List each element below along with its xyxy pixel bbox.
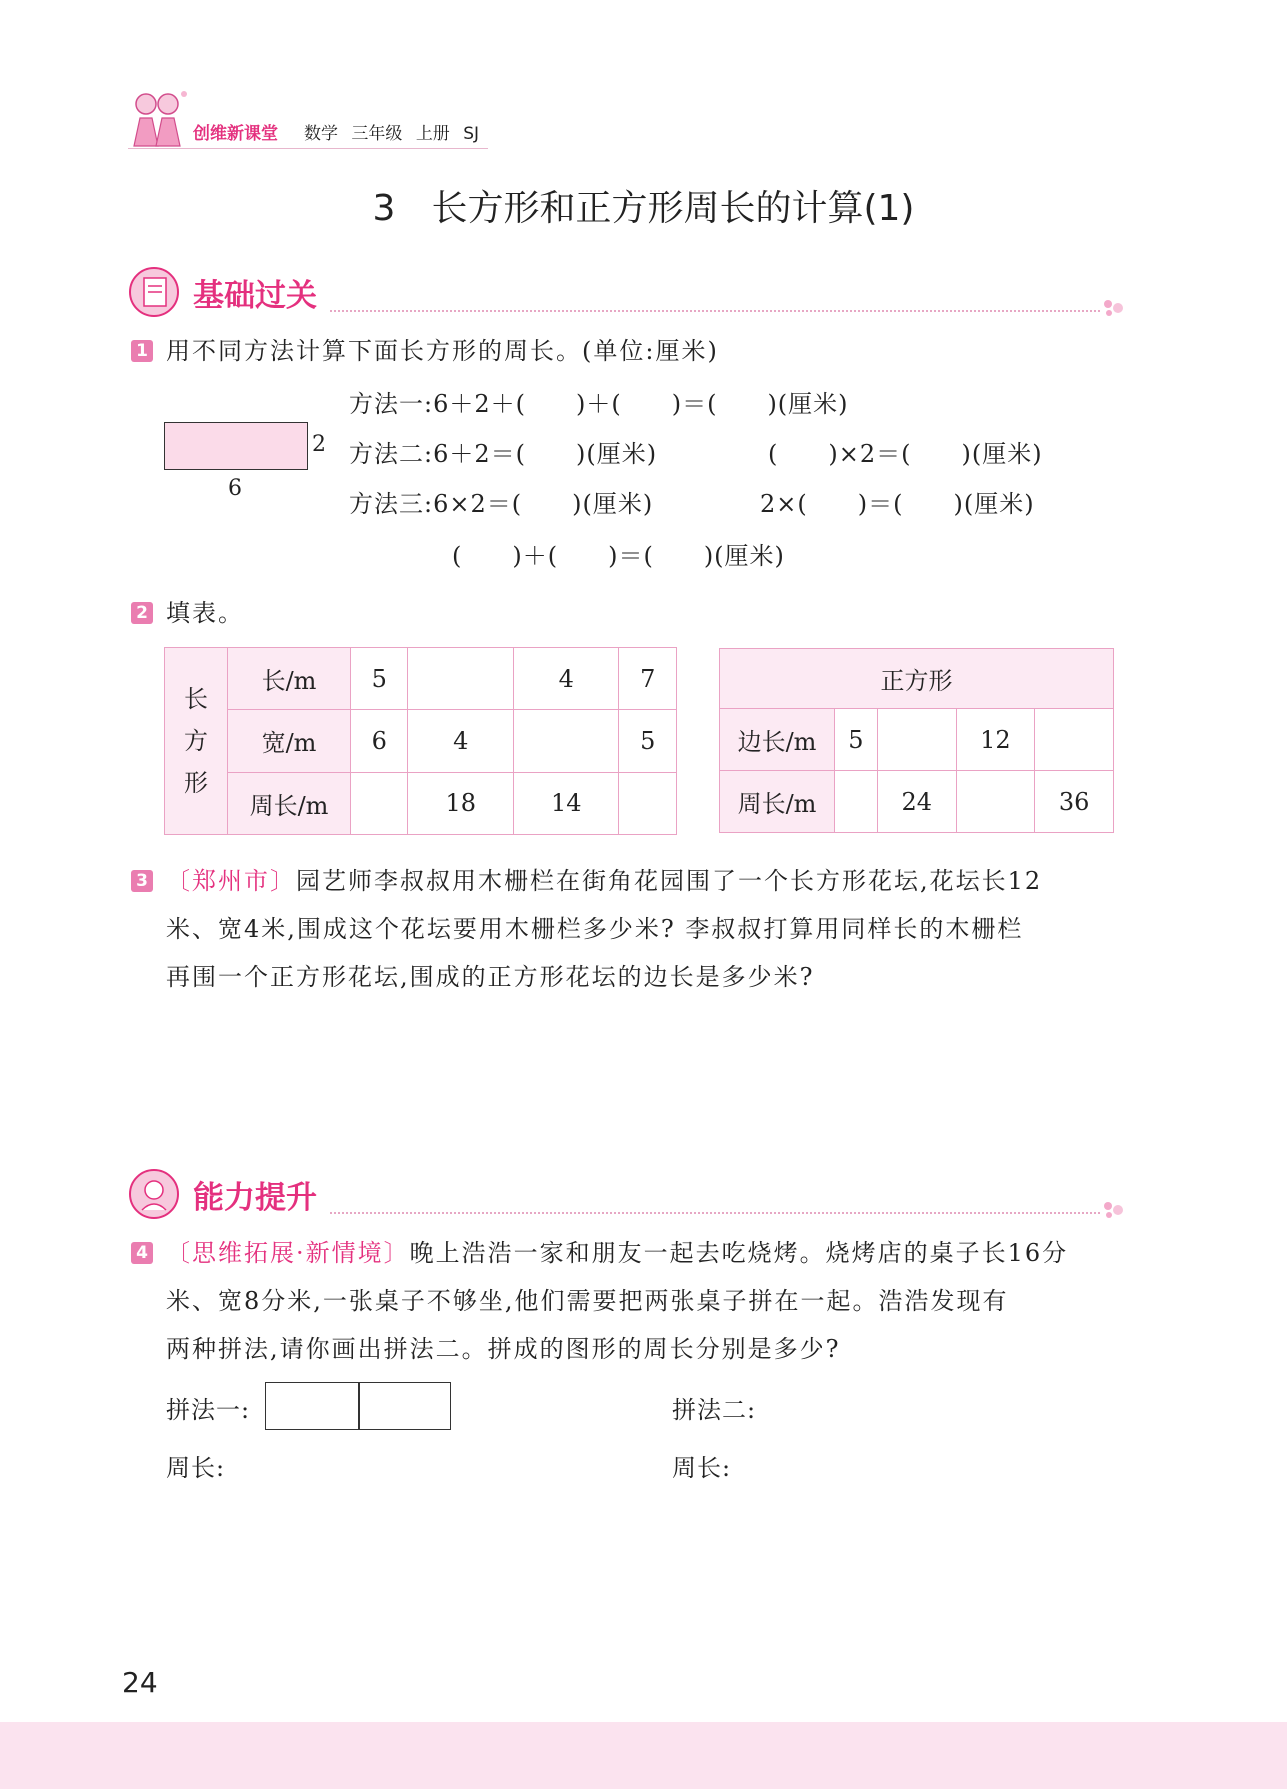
header-logo-icon — [126, 88, 190, 150]
q1-rect-width-label: 2 — [312, 432, 327, 457]
section-advanced-icon — [128, 1168, 180, 1220]
page-title: 3 长方形和正方形周长的计算(1) — [372, 188, 915, 229]
q3-line1 — [166, 857, 1042, 905]
page-number: 24 — [122, 1666, 158, 1699]
q1-text: 用不同方法计算下面长方形的周长。(单位:厘米) — [166, 337, 719, 365]
section-basic-icon — [128, 266, 180, 318]
table-cell: 36 — [1035, 771, 1114, 833]
table-cell — [351, 772, 408, 834]
row-label: 长/m — [228, 648, 351, 710]
table-cell: 5 — [351, 648, 408, 710]
table-cell: 12 — [956, 709, 1035, 771]
table-cell: 24 — [877, 771, 956, 833]
table-cell — [956, 771, 1035, 833]
q1-rect-length-label: 6 — [228, 476, 243, 501]
q4-number-badge: 4 — [131, 1242, 153, 1264]
table-cell — [619, 772, 677, 834]
q1-method1: 方法一:6＋2＋( )＋( )＝( )(厘米) — [349, 390, 849, 418]
q1-number-badge: 1 — [131, 340, 153, 362]
section-dots-icon — [1102, 298, 1128, 320]
rect-side-label — [165, 648, 228, 835]
q4-method1-figure — [265, 1382, 451, 1430]
row-label: 宽/m — [228, 710, 351, 772]
q4-perimeter2-label: 周长: — [672, 1454, 732, 1482]
q4-table-divider — [358, 1383, 360, 1429]
q4-method1-label: 拼法一: — [166, 1396, 251, 1424]
row-label: 周长/m — [720, 771, 835, 833]
q1-rectangle-figure — [164, 422, 308, 470]
table-cell — [877, 709, 956, 771]
table-cell — [835, 771, 878, 833]
table-cell: 14 — [513, 772, 619, 834]
section-dots-icon — [1102, 1200, 1128, 1222]
q3-line3: 再围一个正方形花坛,围成的正方形花坛的边长是多少米? — [166, 963, 815, 991]
rect-side-char: 形 — [184, 769, 208, 797]
q3-line2: 米、宽4米,围成这个花坛要用木栅栏多少米? 李叔叔打算用同样长的木栅栏 — [166, 915, 1024, 943]
q3-region-tag: 〔郑州市〕 — [166, 867, 296, 895]
q3-number-badge: 3 — [131, 870, 153, 892]
q4-text-line: 晚上浩浩一家和朋友一起去吃烧烤。烧烤店的桌子长16分 — [409, 1239, 1069, 1267]
table-cell: 18 — [408, 772, 514, 834]
section-advanced-divider — [330, 1212, 1100, 1214]
header-divider — [128, 148, 488, 149]
q4-line2: 米、宽8分米,一张桌子不够坐,他们需要把两张桌子拼在一起。浩浩发现有 — [166, 1287, 1009, 1315]
table-cell: 4 — [408, 710, 514, 772]
q4-category-tag: 〔思维拓展·新情境〕 — [166, 1239, 410, 1267]
rect-side-char: 方 — [184, 727, 208, 755]
q4-line1 — [166, 1229, 1068, 1277]
table-cell: 6 — [351, 710, 408, 772]
section-basic-title: 基础过关 — [193, 278, 317, 314]
header-grade: 三年级 — [351, 124, 403, 144]
q1-method3a: 方法三:6×2＝( )(厘米) — [349, 490, 654, 518]
rect-side-char: 长 — [184, 685, 208, 713]
header-volume: 上册 — [415, 124, 450, 144]
rectangle-table — [164, 647, 677, 835]
q4-method2-label: 拼法二: — [672, 1396, 757, 1424]
q3-text-line: 园艺师李叔叔用木栅栏在街角花园围了一个长方形花坛,花坛长12 — [296, 867, 1043, 895]
q1-method2a: 方法二:6＋2＝( )(厘米) — [349, 440, 658, 468]
table-cell: 4 — [513, 648, 619, 710]
footer-band — [0, 1722, 1287, 1789]
header-subject: 数学 — [304, 124, 338, 144]
section-basic-divider — [330, 310, 1100, 312]
section-advanced-title: 能力提升 — [193, 1180, 317, 1216]
header-edition: SJ — [463, 124, 480, 144]
table-cell: 5 — [835, 709, 878, 771]
q1-method3c: ( )＋( )＝( )(厘米) — [452, 542, 785, 570]
row-label: 周长/m — [228, 772, 351, 834]
square-table — [719, 648, 1114, 833]
header-brand: 创维新课堂 — [193, 124, 278, 144]
table-cell: 5 — [619, 710, 677, 772]
q1-method3b: 2×( )＝( )(厘米) — [760, 490, 1035, 518]
square-table-title: 正方形 — [720, 649, 1114, 709]
q2-text: 填表。 — [166, 599, 244, 627]
header-book-info — [304, 119, 487, 144]
table-cell — [1035, 709, 1114, 771]
q1-method2b: ( )×2＝( )(厘米) — [768, 440, 1043, 468]
row-label: 边长/m — [720, 709, 835, 771]
q2-number-badge: 2 — [131, 602, 153, 624]
table-cell — [408, 648, 514, 710]
table-cell — [513, 710, 619, 772]
q4-perimeter1-label: 周长: — [166, 1454, 226, 1482]
table-cell: 7 — [619, 648, 677, 710]
q4-line3: 两种拼法,请你画出拼法二。拼成的图形的周长分别是多少? — [166, 1335, 841, 1363]
